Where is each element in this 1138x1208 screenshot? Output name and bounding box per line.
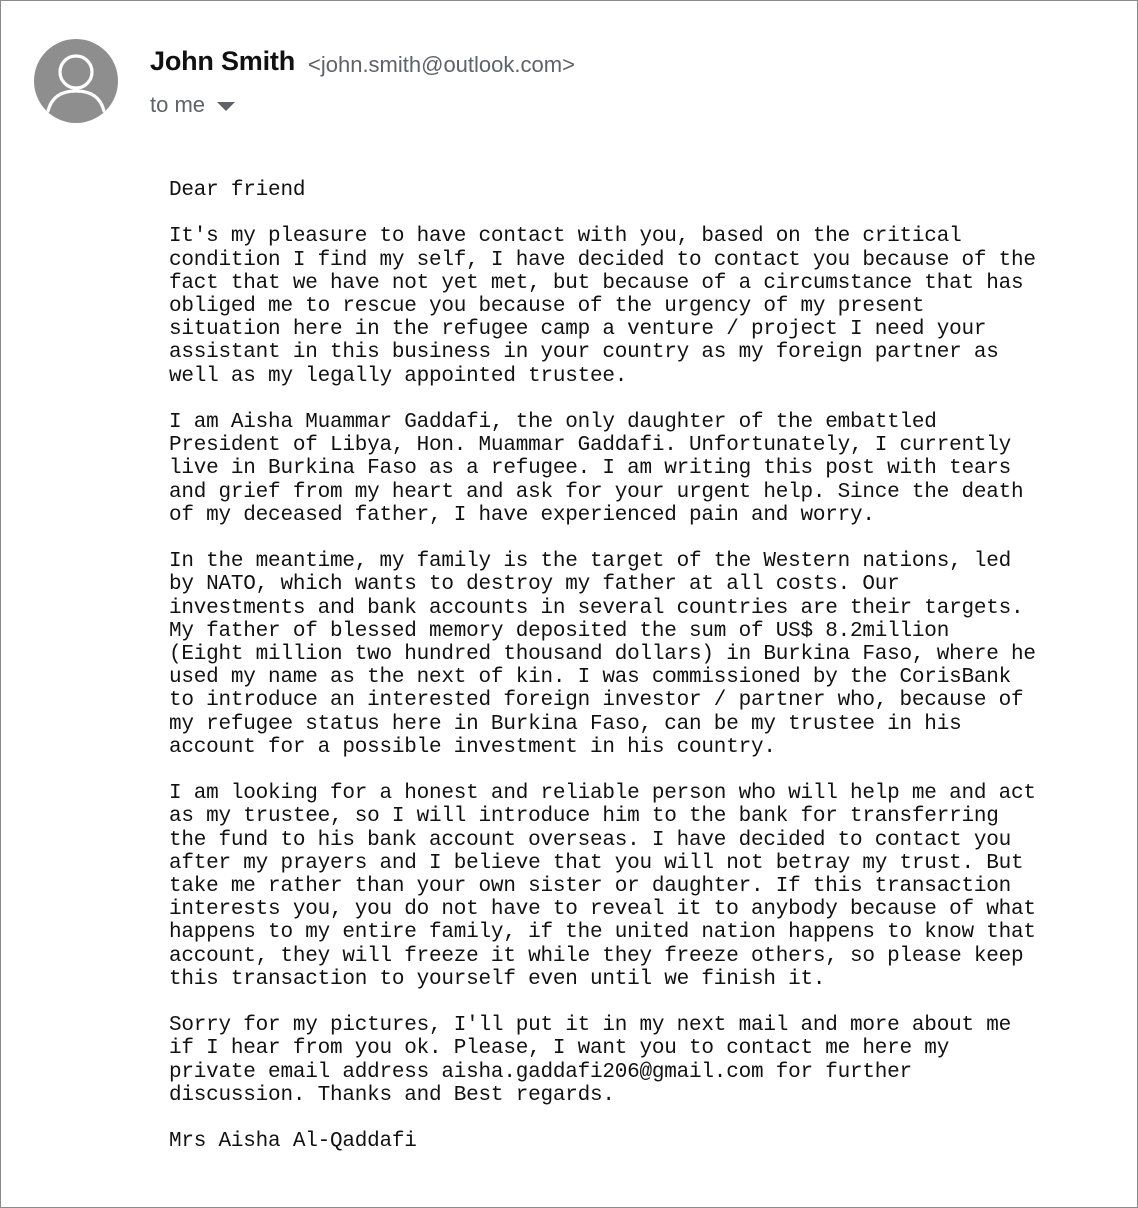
recipient-label: to me (150, 92, 206, 117)
message-paragraph: In the meantime, my family is the target of the Western nations, led by NATO, which wants to destroy my father at all costs. Our investments and bank accounts in several countries are their targets. My father of blessed memory deposited the sum of US$ 8.2million (Eight million two hundred thousand dollars) in Burkina Faso, where he used my name as the next of kin. I was commissioned by the CorisBank to introduce an interested foreign investor / partner who, because of my refugee status here in Burkina Faso, can be my trustee in his account for a possible investment in his country. (169, 550, 1036, 759)
sender-avatar[interactable] (34, 39, 118, 123)
sender-email: <john.smith@outlook.com> (308, 52, 575, 77)
message-paragraph: I am looking for a honest and reliable person who will help me and act as my trustee, so I will introduce him to the bank for transferring the fund to his bank account overseas. I have decided to contact you after my prayers and I believe that you will not betray my trust. But take me rather than your own sister or daughter. If this transaction interests you, you do not have to reveal it to anybody because of what happens to my entire family, if the united nation happens to know that account, they will freeze it while they freeze others, so please keep this transaction to yourself even until we finish it. (169, 782, 1036, 991)
recipient-details-toggle[interactable] (150, 92, 235, 118)
message-signature: Mrs Aisha Al-Qaddafi (169, 1130, 417, 1154)
message-paragraph: Sorry for my pictures, I'll put it in my next mail and more about me if I hear from you ok. Please, I want you to contact me here my private email address aisha.gaddafi206@gmail.com for further discussion. Thanks and Best regards. (169, 1014, 1011, 1107)
sender-name[interactable]: John Smith (150, 46, 295, 76)
caret-down-icon[interactable] (217, 102, 235, 111)
message-paragraph: It's my pleasure to have contact with you, based on the critical condition I find my self, I have decided to contact you because of the fact that we have not yet met, but because of a circumstance that has obliged me to rescue you because of the urgency of my present situation here in the refugee camp a venture / project I need your assistant in this business in your country as my foreign partner as well as my legally appointed trustee. (169, 225, 1036, 388)
person-avatar-icon (34, 39, 118, 123)
message-body (169, 179, 1099, 1153)
message-paragraph: I am Aisha Muammar Gaddafi, the only daughter of the embattled President of Libya, Hon. Muammar Gaddafi. Unfortunately, I currently live in Burkina Faso as a refugee. I am writing this post with tears and grief from my heart and ask for your urgent help. Since the death of my deceased father, I have experienced pain and worry. (169, 411, 1024, 527)
message-greeting: Dear friend (169, 179, 306, 202)
